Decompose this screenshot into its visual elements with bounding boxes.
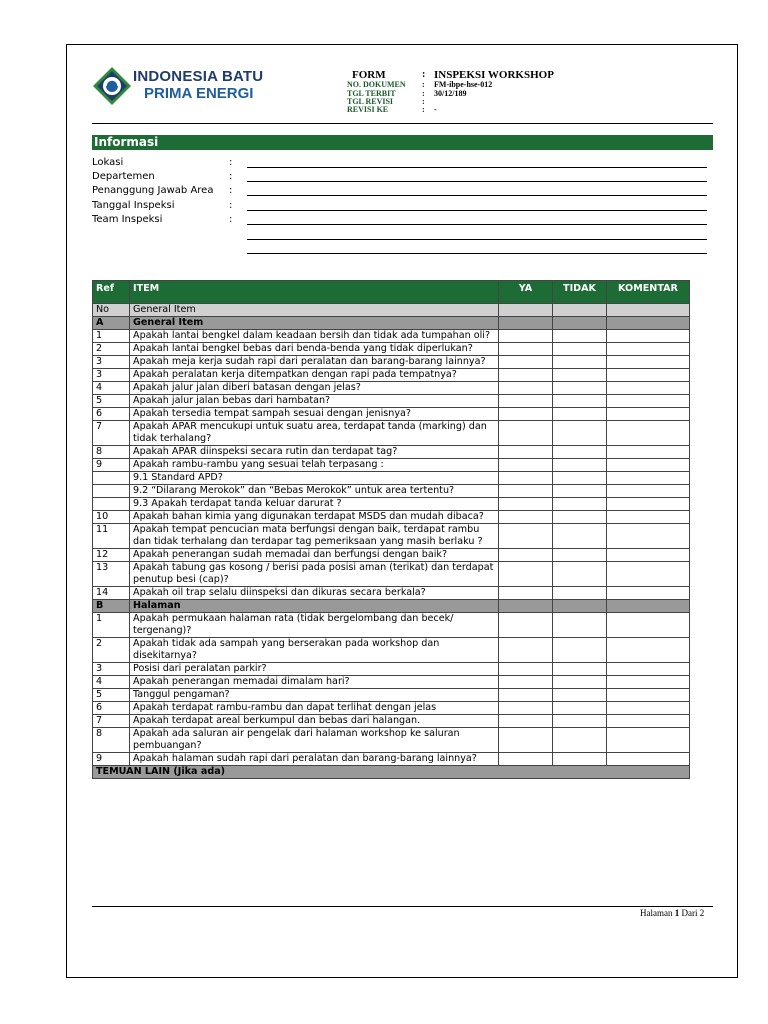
table-row <box>93 676 690 689</box>
ya-cell[interactable] <box>499 702 553 715</box>
table-row <box>93 511 690 524</box>
table-row <box>93 663 690 676</box>
row-ref: No <box>93 304 130 317</box>
table-row <box>93 702 690 715</box>
row-item: Apakah ada saluran air pengelak dari halaman workshop ke saluran pembuangan? <box>130 728 499 753</box>
tidak-cell[interactable] <box>553 511 607 524</box>
tidak-cell[interactable] <box>553 715 607 728</box>
tidak-cell[interactable] <box>553 382 607 395</box>
meta-colon: : <box>422 97 425 106</box>
info-label-team-inspeksi: Team Inspeksi <box>92 214 163 225</box>
row-item: Apakah terdapat areal berkumpul dan bebas dari halangan. <box>130 715 499 728</box>
table-row <box>93 562 690 587</box>
info-colon: : <box>229 185 233 196</box>
row-item: Apakah penerangan memadai dimalam hari? <box>130 676 499 689</box>
tidak-cell[interactable] <box>553 676 607 689</box>
table-row <box>93 613 690 638</box>
ya-cell <box>499 600 553 613</box>
section-row <box>93 317 690 330</box>
logo-text-line1: INDONESIA BATU <box>133 68 264 85</box>
tidak-cell[interactable] <box>553 663 607 676</box>
komentar-cell[interactable] <box>607 343 690 356</box>
row-item: 9.2 “Dilarang Merokok” dan “Bebas Merokok” untuk area tertentu? <box>130 485 499 498</box>
ya-cell[interactable] <box>499 663 553 676</box>
company-logo <box>92 66 262 106</box>
meta-value-revision-no: - <box>434 105 437 114</box>
table-row <box>93 549 690 562</box>
row-ref: 8 <box>93 728 130 753</box>
tidak-cell[interactable] <box>553 549 607 562</box>
info-section-title: Informasi <box>92 135 713 150</box>
tidak-cell <box>553 304 607 317</box>
row-item: General Item <box>130 304 499 317</box>
komentar-cell[interactable] <box>607 549 690 562</box>
tidak-cell[interactable] <box>553 613 607 638</box>
komentar-cell <box>607 317 690 330</box>
komentar-cell[interactable] <box>607 498 690 511</box>
section-row <box>93 304 690 317</box>
row-ref: 3 <box>93 356 130 369</box>
form-title: INSPEKSI WORKSHOP <box>434 69 554 81</box>
row-ref: 2 <box>93 638 130 663</box>
komentar-cell[interactable] <box>607 511 690 524</box>
tidak-cell[interactable] <box>553 498 607 511</box>
info-colon: : <box>229 200 233 211</box>
ya-cell[interactable] <box>499 689 553 702</box>
table-row <box>93 356 690 369</box>
row-item: Apakah permukaan halaman rata (tidak bergelombang dan becek/ tergenang)? <box>130 613 499 638</box>
table-row <box>93 728 690 753</box>
team-inspeksi-input-line-2[interactable] <box>247 239 707 240</box>
table-row <box>93 715 690 728</box>
table-row <box>93 395 690 408</box>
table-row <box>93 408 690 421</box>
table-row <box>93 638 690 663</box>
logo-text-line2: PRIMA ENERGI <box>144 85 254 102</box>
komentar-cell[interactable] <box>607 356 690 369</box>
row-item: Apakah APAR mencukupi untuk suatu area, terdapat tanda (marking) dan tidak terhalang? <box>130 421 499 446</box>
row-item: Apakah tabung gas kosong / berisi pada posisi aman (terikat) dan terdapat penutup besi (cap)? <box>130 562 499 587</box>
header-item: ITEM <box>130 281 499 304</box>
komentar-cell[interactable] <box>607 638 690 663</box>
ya-cell[interactable] <box>499 638 553 663</box>
komentar-cell[interactable] <box>607 524 690 549</box>
komentar-cell[interactable] <box>607 613 690 638</box>
komentar-cell[interactable] <box>607 446 690 459</box>
row-item: Tanggul pengaman? <box>130 689 499 702</box>
row-ref: 6 <box>93 702 130 715</box>
table-row <box>93 472 690 485</box>
ya-cell <box>499 304 553 317</box>
tidak-cell[interactable] <box>553 395 607 408</box>
ya-cell[interactable] <box>499 459 553 472</box>
form-colon: : <box>422 69 426 80</box>
table-row <box>93 524 690 549</box>
tidak-cell[interactable] <box>553 343 607 356</box>
info-colon: : <box>229 171 233 182</box>
header-komentar: KOMENTAR <box>607 281 690 304</box>
row-ref: 7 <box>93 715 130 728</box>
row-ref: 3 <box>93 369 130 382</box>
komentar-cell[interactable] <box>607 715 690 728</box>
inspection-checklist-table <box>92 280 690 779</box>
ya-cell[interactable] <box>499 676 553 689</box>
komentar-cell[interactable] <box>607 330 690 343</box>
tidak-cell[interactable] <box>553 524 607 549</box>
ya-cell[interactable] <box>499 356 553 369</box>
komentar-cell[interactable] <box>607 663 690 676</box>
row-ref: 8 <box>93 446 130 459</box>
row-item: Apakah tersedia tempat sampah sesuai dengan jenisnya? <box>130 408 499 421</box>
tidak-cell[interactable] <box>553 356 607 369</box>
row-item: Apakah peralatan kerja ditempatkan dengan rapi pada tempatnya? <box>130 369 499 382</box>
row-item: Apakah bahan kimia yang digunakan terdapat MSDS dan mudah dibaca? <box>130 511 499 524</box>
meta-value-doc-no: FM-ibpe-hse-012 <box>434 80 493 89</box>
komentar-cell[interactable] <box>607 472 690 485</box>
ya-cell[interactable] <box>499 498 553 511</box>
tidak-cell[interactable] <box>553 446 607 459</box>
row-item: Apakah penerangan sudah memadai dan berfungsi dengan baik? <box>130 549 499 562</box>
info-colon: : <box>229 157 233 168</box>
tidak-cell[interactable] <box>553 587 607 600</box>
ya-cell[interactable] <box>499 395 553 408</box>
komentar-cell[interactable] <box>607 459 690 472</box>
komentar-cell[interactable] <box>607 587 690 600</box>
komentar-cell[interactable] <box>607 689 690 702</box>
row-item: Apakah halaman sudah rapi dari peralatan dan barang-barang lainnya? <box>130 753 499 766</box>
ya-cell[interactable] <box>499 369 553 382</box>
komentar-cell[interactable] <box>607 753 690 766</box>
ya-cell[interactable] <box>499 330 553 343</box>
row-ref: 2 <box>93 343 130 356</box>
meta-colon: : <box>422 80 425 89</box>
table-row <box>93 459 690 472</box>
komentar-cell[interactable] <box>607 485 690 498</box>
ya-cell[interactable] <box>499 753 553 766</box>
row-item: Apakah jalur jalan bebas dari hambatan? <box>130 395 499 408</box>
info-colon: : <box>229 214 233 225</box>
ya-cell[interactable] <box>499 382 553 395</box>
page-current: 1 <box>674 908 680 918</box>
table-header-row <box>93 281 690 304</box>
row-ref: A <box>93 317 130 330</box>
row-item: Apakah oil trap selalu diinspeksi dan dikuras secara berkala? <box>130 587 499 600</box>
row-item: General Item <box>130 317 499 330</box>
team-inspeksi-input-line-3[interactable] <box>247 253 707 254</box>
ya-cell[interactable] <box>499 587 553 600</box>
row-item: 9.1 Standard APD? <box>130 472 499 485</box>
row-item: Apakah lantai bengkel bebas dari benda-benda yang tidak diperlukan? <box>130 343 499 356</box>
info-label-penanggung-jawab: Penanggung Jawab Area <box>92 185 214 196</box>
row-item: Posisi dari peralatan parkir? <box>130 663 499 676</box>
ya-cell[interactable] <box>499 613 553 638</box>
tidak-cell[interactable] <box>553 421 607 446</box>
info-label-lokasi: Lokasi <box>92 157 124 168</box>
lokasi-input-line[interactable] <box>247 167 707 168</box>
row-item: Apakah tempat pencucian mata berfungsi dengan baik, terdapat rambu dan tidak terhalang dan terdapar tag pemeriksaan yang masih berlaku ? <box>130 524 499 549</box>
ya-cell[interactable] <box>499 421 553 446</box>
ya-cell[interactable] <box>499 446 553 459</box>
header-divider <box>92 123 713 124</box>
form-label: FORM <box>352 69 386 81</box>
komentar-cell[interactable] <box>607 562 690 587</box>
section-row <box>93 600 690 613</box>
tanggal-inspeksi-input-line[interactable] <box>247 210 707 211</box>
row-ref: 1 <box>93 330 130 343</box>
row-ref: 11 <box>93 524 130 549</box>
row-ref: 10 <box>93 511 130 524</box>
komentar-cell[interactable] <box>607 369 690 382</box>
meta-colon: : <box>422 89 425 98</box>
departemen-input-line[interactable] <box>247 181 707 182</box>
table-row <box>93 446 690 459</box>
table-row <box>93 587 690 600</box>
row-item: Apakah terdapat rambu-rambu dan dapat terlihat dengan jelas <box>130 702 499 715</box>
ya-cell[interactable] <box>499 549 553 562</box>
ya-cell[interactable] <box>499 511 553 524</box>
tidak-cell[interactable] <box>553 638 607 663</box>
team-inspeksi-input-line-1[interactable] <box>247 224 707 225</box>
tidak-cell[interactable] <box>553 472 607 485</box>
tidak-cell[interactable] <box>553 728 607 753</box>
komentar-cell[interactable] <box>607 676 690 689</box>
table-row <box>93 343 690 356</box>
row-item: Halaman <box>130 600 499 613</box>
row-item: Apakah tidak ada sampah yang berserakan pada workshop dan disekitarnya? <box>130 638 499 663</box>
row-item: Apakah jalur jalan diberi batasan dengan jelas? <box>130 382 499 395</box>
row-ref: 5 <box>93 689 130 702</box>
komentar-cell[interactable] <box>607 408 690 421</box>
komentar-cell[interactable] <box>607 382 690 395</box>
row-item: Apakah meja kerja sudah rapi dari peralatan dan barang-barang lainnya? <box>130 356 499 369</box>
ya-cell[interactable] <box>499 728 553 753</box>
ya-cell[interactable] <box>499 408 553 421</box>
header-tidak: TIDAK <box>553 281 607 304</box>
row-ref: 12 <box>93 549 130 562</box>
row-ref: 13 <box>93 562 130 587</box>
table-row <box>93 753 690 766</box>
page-number <box>640 908 704 918</box>
footer-divider <box>92 906 713 907</box>
temuan-lain-label: TEMUAN LAIN (Jika ada) <box>93 766 690 779</box>
tidak-cell[interactable] <box>553 753 607 766</box>
row-ref: 9 <box>93 459 130 472</box>
ya-cell[interactable] <box>499 562 553 587</box>
ya-cell[interactable] <box>499 524 553 549</box>
meta-value-issue-date: 30/12/189 <box>434 89 467 98</box>
row-item: Apakah lantai bengkel dalam keadaan bersih dan tidak ada tumpahan oli? <box>130 330 499 343</box>
tidak-cell[interactable] <box>553 562 607 587</box>
row-ref: 7 <box>93 421 130 446</box>
komentar-cell[interactable] <box>607 421 690 446</box>
info-label-tanggal-inspeksi: Tanggal Inspeksi <box>92 200 175 211</box>
row-ref: 5 <box>93 395 130 408</box>
meta-label-issue-date: TGL TERBIT <box>347 89 396 98</box>
row-item: Apakah rambu-rambu yang sesuai telah terpasang : <box>130 459 499 472</box>
komentar-cell[interactable] <box>607 395 690 408</box>
komentar-cell[interactable] <box>607 702 690 715</box>
info-label-departemen: Departemen <box>92 171 155 182</box>
tidak-cell[interactable] <box>553 408 607 421</box>
meta-colon: : <box>422 105 425 114</box>
row-ref: 4 <box>93 676 130 689</box>
tidak-cell[interactable] <box>553 485 607 498</box>
tidak-cell[interactable] <box>553 702 607 715</box>
ya-cell[interactable] <box>499 472 553 485</box>
temuan-row <box>93 766 690 779</box>
row-ref <box>93 498 130 511</box>
tidak-cell <box>553 317 607 330</box>
komentar-cell <box>607 304 690 317</box>
table-row <box>93 421 690 446</box>
row-ref <box>93 472 130 485</box>
table-row <box>93 485 690 498</box>
penanggung-jawab-input-line[interactable] <box>247 195 707 196</box>
row-item: Apakah APAR diinspeksi secara rutin dan terdapat tag? <box>130 446 499 459</box>
row-ref <box>93 485 130 498</box>
company-logo-icon <box>92 66 132 106</box>
row-ref: 4 <box>93 382 130 395</box>
row-ref: 6 <box>93 408 130 421</box>
table-row <box>93 498 690 511</box>
tidak-cell[interactable] <box>553 459 607 472</box>
header-ref: Ref <box>93 281 130 304</box>
komentar-cell <box>607 600 690 613</box>
table-row <box>93 689 690 702</box>
row-ref: 9 <box>93 753 130 766</box>
meta-label-revision-no: REVISI KE <box>347 105 389 114</box>
tidak-cell <box>553 600 607 613</box>
row-ref: 1 <box>93 613 130 638</box>
ya-cell[interactable] <box>499 485 553 498</box>
ya-cell[interactable] <box>499 715 553 728</box>
table-row <box>93 330 690 343</box>
header-ya: YA <box>499 281 553 304</box>
row-ref: B <box>93 600 130 613</box>
tidak-cell[interactable] <box>553 689 607 702</box>
ya-cell <box>499 317 553 330</box>
tidak-cell[interactable] <box>553 330 607 343</box>
row-ref: 3 <box>93 663 130 676</box>
komentar-cell[interactable] <box>607 728 690 753</box>
page-label: Halaman <box>640 908 673 918</box>
page-total: 2 <box>699 908 705 918</box>
meta-label-doc-no: NO. DOKUMEN <box>347 80 406 89</box>
tidak-cell[interactable] <box>553 369 607 382</box>
meta-label-revision-date: TGL REVISI <box>347 97 394 106</box>
page-of-label: Dari <box>681 908 698 918</box>
row-item: 9.3 Apakah terdapat tanda keluar darurat ? <box>130 498 499 511</box>
row-ref: 14 <box>93 587 130 600</box>
table-row <box>93 382 690 395</box>
ya-cell[interactable] <box>499 343 553 356</box>
table-row <box>93 369 690 382</box>
